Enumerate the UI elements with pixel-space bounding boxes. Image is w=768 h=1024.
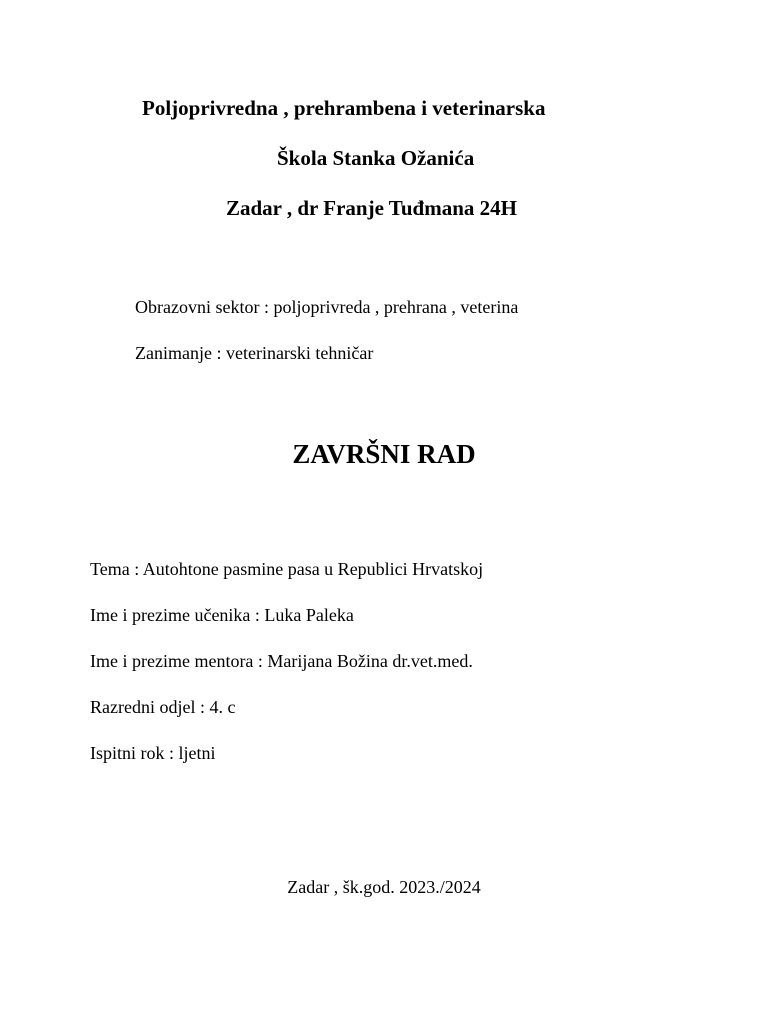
document-title: ZAVRŠNI RAD [292, 439, 476, 469]
student-name: Ime i prezime učenika : Luka Paleka [90, 605, 354, 625]
topic: Tema : Autohtone pasmine pasa u Republici Hrvatskoj [90, 559, 484, 579]
occupation: Zanimanje : veterinarski tehničar [135, 343, 374, 363]
school-address: Zadar , dr Franje Tuđmana 24H [226, 196, 517, 220]
class-section: Razredni odjel : 4. c [90, 697, 236, 717]
place-and-school-year: Zadar , šk.god. 2023./2024 [287, 877, 481, 897]
school-name-line-1: Poljoprivredna , prehrambena i veterinarska [142, 96, 546, 120]
mentor-name: Ime i prezime mentora : Marijana Božina dr.vet.med. [90, 651, 473, 671]
education-sector: Obrazovni sektor : poljoprivreda , prehrana , veterina [135, 297, 519, 317]
school-name-line-2: Škola Stanka Ožanića [277, 146, 475, 170]
exam-term: Ispitni rok : ljetni [90, 743, 216, 763]
